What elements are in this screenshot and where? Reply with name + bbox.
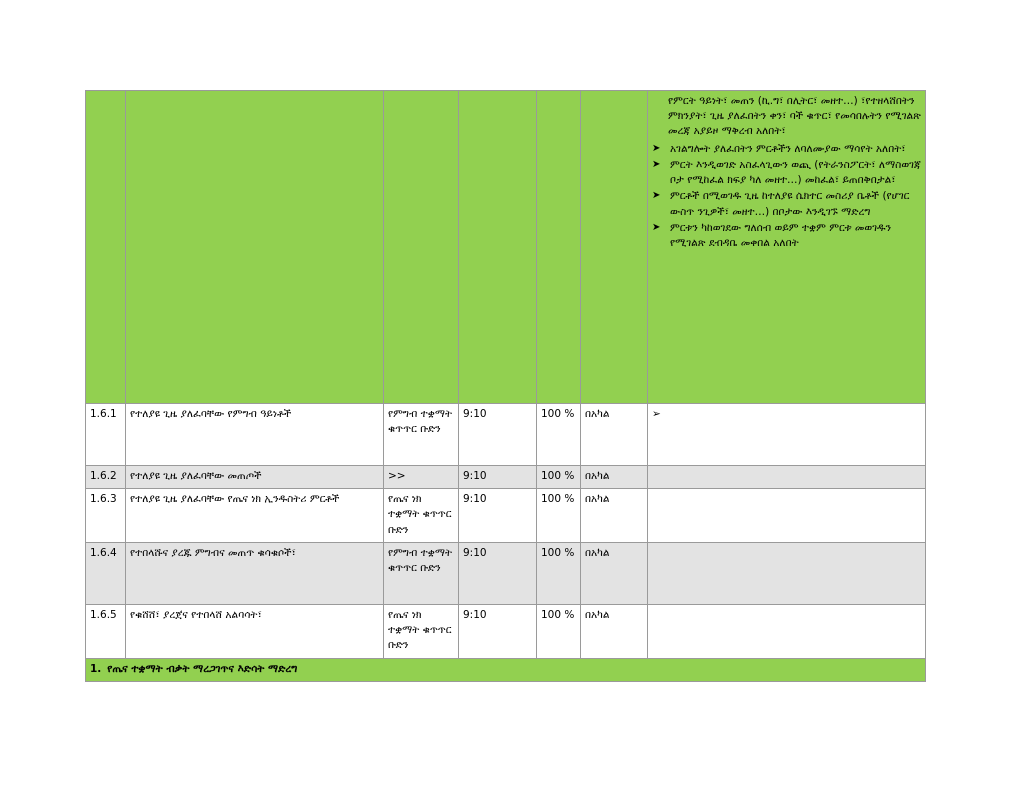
list-item — [652, 158, 921, 188]
row-method: የምግብ ተቋማት ቁጥጥር ቡድን — [384, 404, 459, 466]
row-place: በአካል — [581, 542, 648, 604]
row-activity: የተበላሹና ያረጁ ምግብና መጠጥ ቁሳቁሶች፣ — [126, 542, 384, 604]
section-heading-row — [86, 658, 926, 681]
row-percent: 100 % — [537, 489, 581, 543]
row-method: >> — [384, 466, 459, 489]
row-remark — [648, 466, 926, 489]
row-activity: የተለያዩ ጊዜ ያለፈባቸው የምግብ ዓይነቶች — [126, 404, 384, 466]
notes-row — [86, 91, 926, 404]
notes-bullet-text: ምርቱን ካከወገደው ግለሰብ ወይም ተቋም ምርቱ መወገዱን የሚገልጽ ደብዳቤ መቀበል አለበት — [670, 221, 892, 249]
row-remark: ➢ — [648, 404, 926, 466]
row-number: 1.6.2 — [86, 466, 126, 489]
section-title: የጤና ተቋማት ብቃት ማረጋገጥና እድሳት ማድረግ — [107, 662, 298, 675]
notes-spacer-method — [384, 91, 459, 404]
row-method: የጤና ነክ ተቋማት ቁጥጥር ቡድን — [384, 489, 459, 543]
row-method: የምግብ ተቋማት ቁጥጥር ቡድን — [384, 542, 459, 604]
row-number: 1.6.4 — [86, 542, 126, 604]
notes-spacer-place — [581, 91, 648, 404]
notes-spacer-percent — [537, 91, 581, 404]
notes-spacer-no — [86, 91, 126, 404]
table-row — [86, 542, 926, 604]
notes-bullet-text: አገልግሎት ያለፈበትን ምርቶችን ለባለሙያው ማሳየት አለበት፣ — [670, 142, 906, 155]
arrow-bullet-icon: ➤ — [652, 158, 661, 170]
arrow-bullet-icon: ➤ — [652, 142, 661, 154]
row-place: በአካል — [581, 404, 648, 466]
row-time: 9:10 — [459, 404, 537, 466]
list-item — [652, 189, 921, 219]
row-remark — [648, 542, 926, 604]
notes-spacer-activity — [126, 91, 384, 404]
row-remark — [648, 489, 926, 543]
table-row — [86, 466, 926, 489]
table-row — [86, 404, 926, 466]
section-number: 1. — [90, 662, 102, 675]
notes-bullet-text: ምርቶች በሚወገዱ ጊዜ ከተለያዩ ሴክተር መስሪያ ቤቶች (የሆገር ውስጥ ንጊዎች፣ መዘተ…) በቦታው እንዲገኙ ማድረግ — [670, 190, 910, 218]
row-time: 9:10 — [459, 489, 537, 543]
row-percent: 100 % — [537, 542, 581, 604]
arrow-bullet-icon: ➤ — [652, 221, 661, 233]
row-time: 9:10 — [459, 604, 537, 658]
notes-spacer-time — [459, 91, 537, 404]
row-time: 9:10 — [459, 542, 537, 604]
row-number: 1.6.5 — [86, 604, 126, 658]
row-time: 9:10 — [459, 466, 537, 489]
row-place: በአካል — [581, 604, 648, 658]
row-percent: 100 % — [537, 404, 581, 466]
activities-table — [85, 90, 926, 682]
row-method: የጤና ነክ ተቋማት ቁጥጥር ቡድን — [384, 604, 459, 658]
table-row — [86, 489, 926, 543]
row-activity: የተለያዩ ጊዜ ያለፈባቸው የጤና ነክ ኢንዱስትሪ ምርቶች — [126, 489, 384, 543]
arrow-bullet-icon: ➤ — [652, 190, 661, 202]
list-item — [652, 221, 921, 251]
notes-remark-cell — [648, 91, 926, 404]
notes-bullet-text: ምርት እንዲወገድ አስፈላጊውን ወጪ (የትራንስፖርት፣ ለማስወገጃ ቦታ የሚከፈል ክፍያ ካለ መዘተ…) መከፈል፣ ይጠበቅበታል፣ — [670, 158, 921, 187]
row-remark — [648, 604, 926, 658]
section-heading-cell — [86, 658, 926, 681]
row-activity: የተለያዩ ጊዜ ያለፈባቸው መጠጦች — [126, 466, 384, 489]
row-percent: 100 % — [537, 466, 581, 489]
row-number: 1.6.3 — [86, 489, 126, 543]
notes-lead-text: የምርት ዓይነት፣ መጠን (ኪ.ግ፣ በሊትር፣ መዘተ…) ፣የተዘላሸበትን ምክንያት፣ ጊዜ ያለፈበትን ቀን፣ ባች ቁጥር፣ የመሳበሉትን የሚገልጽ መረጃ አያይዞ ማቅረብ አለበት፣ — [668, 95, 921, 138]
document-page — [85, 90, 925, 682]
table-row — [86, 604, 926, 658]
row-place: በአካል — [581, 466, 648, 489]
row-number: 1.6.1 — [86, 404, 126, 466]
row-activity: የቁሸሸ፣ ያረጀና የተበላሸ አልባሳት፣ — [126, 604, 384, 658]
row-place: በአካል — [581, 489, 648, 543]
list-item — [652, 142, 921, 157]
notes-bullet-list — [652, 142, 921, 252]
row-percent: 100 % — [537, 604, 581, 658]
